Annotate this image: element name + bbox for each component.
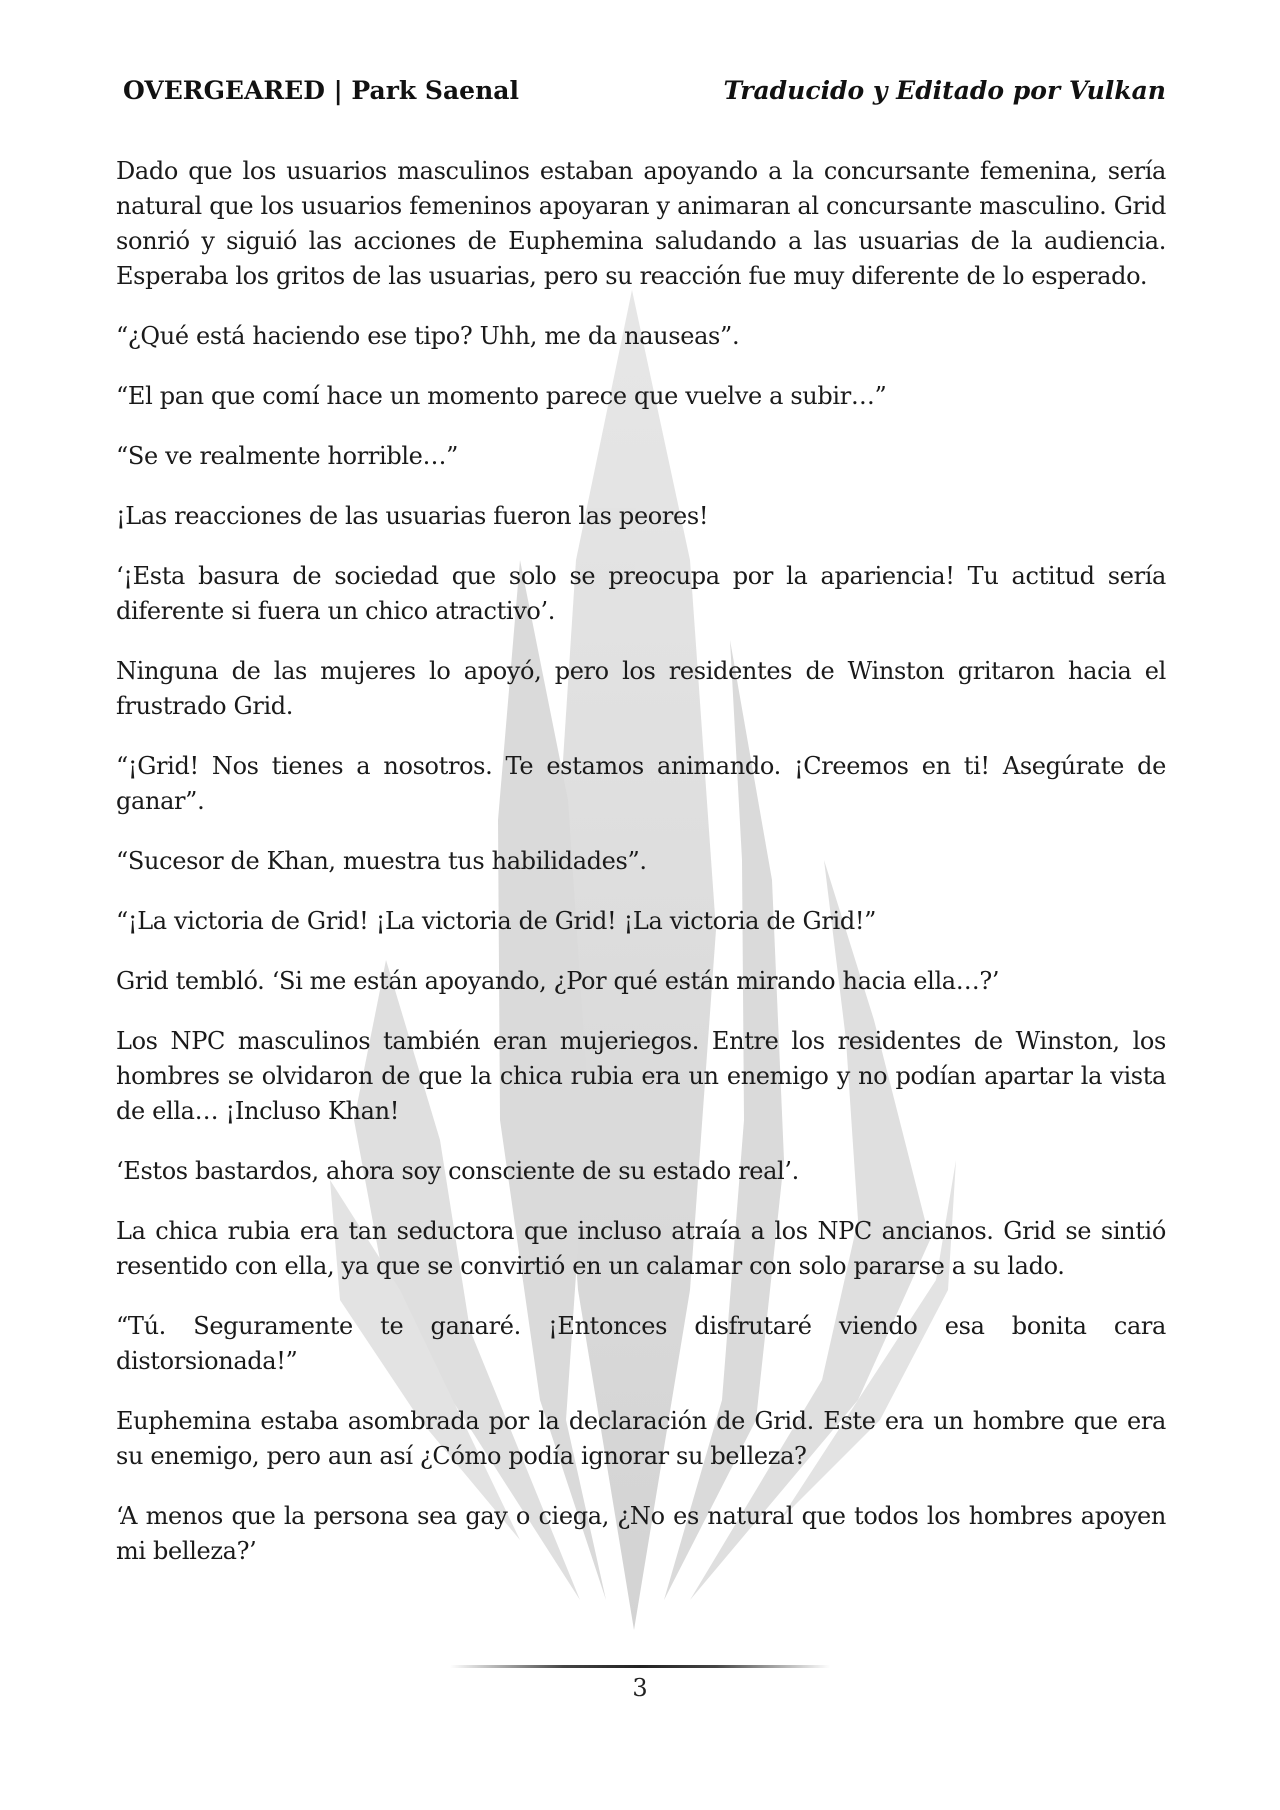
paragraph: Grid tembló. ‘Si me están apoyando, ¿Por qué están mirando hacia ella…?’ [116,967,1000,995]
paragraph: “Sucesor de Khan, muestra tus habilidades”. [116,847,647,875]
paragraph: ‘¡Esta basura de sociedad que solo se preocupa por la apariencia! Tu actitud sería diferente si fuera un chico atractivo’. [116,562,1166,625]
paragraph: ¡Las reacciones de las usuarias fueron las peores! [116,502,709,530]
page-footer [0,1665,1280,1702]
paragraph: Dado que los usuarios masculinos estaban apoyando a la concursante femenina, sería natural que los usuarios femeninos apoyaran y animaran al concursante masculino. Grid sonrió y siguió las acciones de Euphemina saludando a las usuarias de la audiencia. Esperaba los gritos de las usuarias, pero su reacción fue muy diferente de lo esperado. [116,157,1166,290]
document-body [116,154,1166,1594]
paragraph: Ninguna de las mujeres lo apoyó, pero los residentes de Winston gritaron hacia el frustrado Grid. [116,657,1166,720]
paragraph: “¡La victoria de Grid! ¡La victoria de Grid! ¡La victoria de Grid!” [116,907,877,935]
footer-divider [450,1665,830,1668]
paragraph: “¿Qué está haciendo ese tipo? Uhh, me da nauseas”. [116,322,740,350]
header-translator-credit: Traducido y Editado por Vulkan [723,76,1166,105]
page-number: 3 [632,1674,648,1702]
paragraph: “Se ve realmente horrible…” [116,442,459,470]
paragraph: “Tú. Seguramente te ganaré. ¡Entonces disfrutaré viendo esa bonita cara distorsionada!” [116,1312,1166,1375]
paragraph: ‘A menos que la persona sea gay o ciega, ¿No es natural que todos los hombres apoyen mi belleza?’ [116,1502,1166,1565]
page-header [123,76,1166,105]
paragraph: Euphemina estaba asombrada por la declaración de Grid. Este era un hombre que era su enemigo, pero aun así ¿Cómo podía ignorar su belleza? [116,1407,1166,1470]
paragraph: Los NPC masculinos también eran mujeriegos. Entre los residentes de Winston, los hombres se olvidaron de que la chica rubia era un enemigo y no podían apartar la vista de ella… ¡Incluso Khan! [116,1027,1166,1125]
paragraph: “El pan que comí hace un momento parece que vuelve a subir…” [116,382,887,410]
header-book-title: OVERGEARED | Park Saenal [123,76,519,105]
paragraph: La chica rubia era tan seductora que incluso atraía a los NPC ancianos. Grid se sintió resentido con ella, ya que se convirtió en un calamar con solo pararse a su lado. [116,1217,1166,1280]
paragraph: “¡Grid! Nos tienes a nosotros. Te estamos animando. ¡Creemos en ti! Asegúrate de ganar”. [116,752,1166,815]
paragraph: ‘Estos bastardos, ahora soy consciente de su estado real’. [116,1157,799,1185]
